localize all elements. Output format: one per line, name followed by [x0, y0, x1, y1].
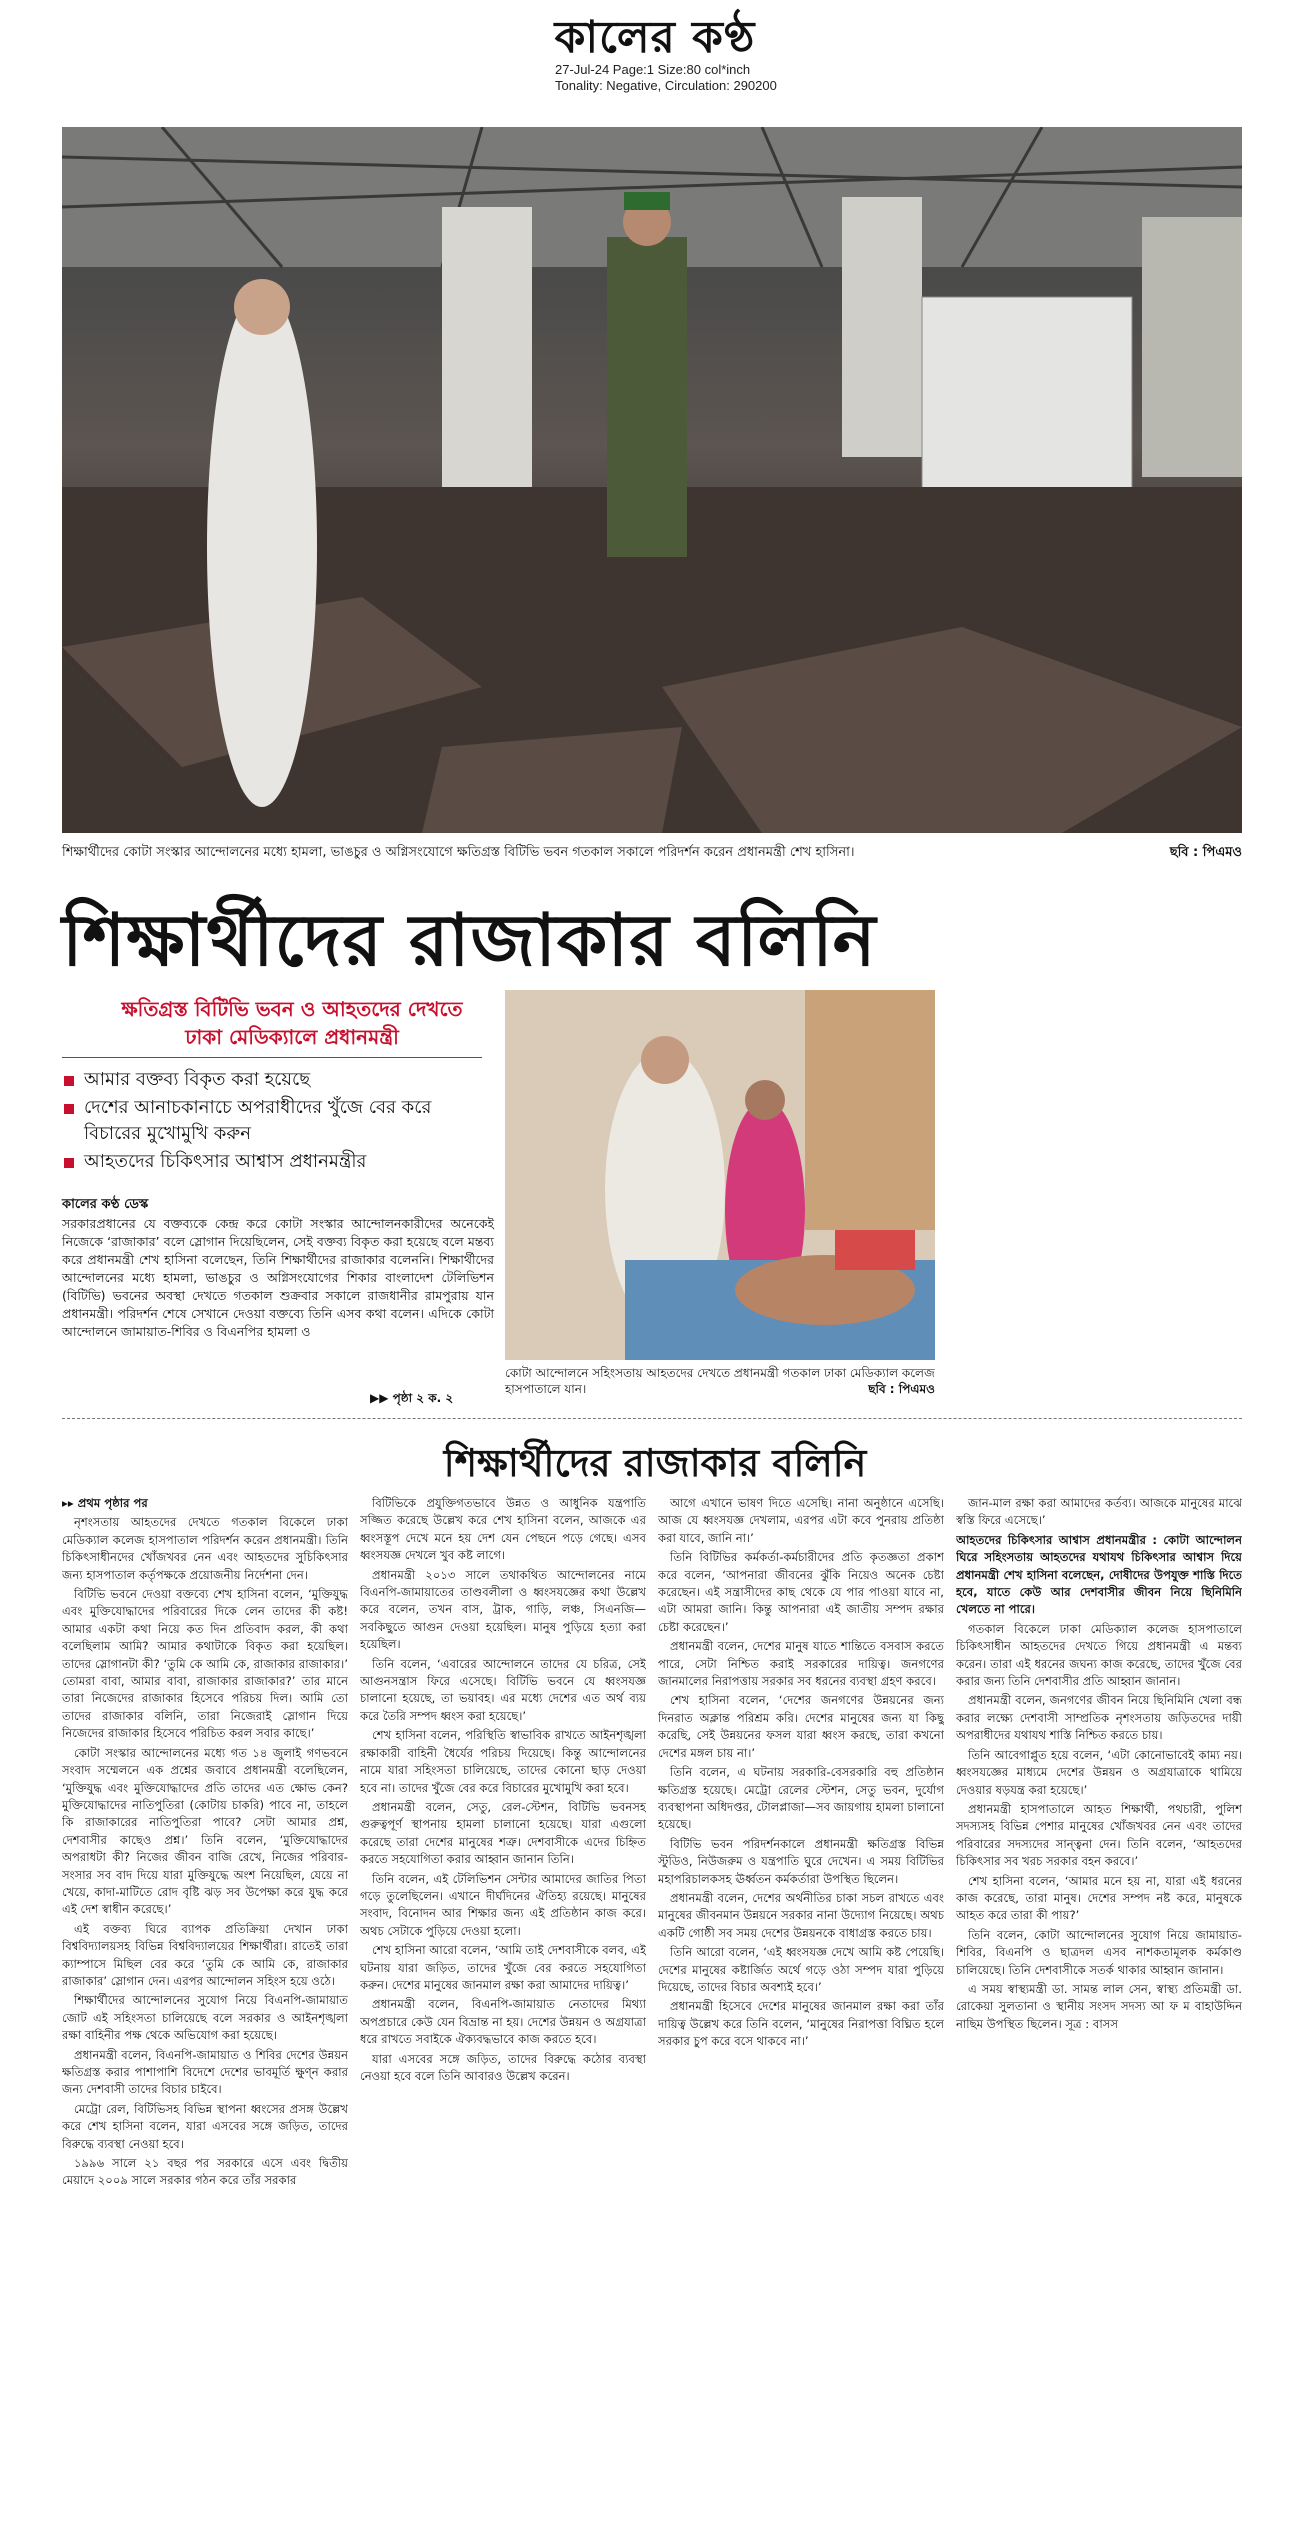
paragraph: প্রধানমন্ত্রী হিসেবে দেশের মানুষের জানমাল রক্ষা করা তাঁর দায়িত্ব উল্লেখ করে তিনি বলেন, ‘মানুষের নিরাপত্তা বিঘ্নিত হলে সরকার চুপ করে বসে থাকবে না।’ [658, 1999, 944, 2049]
main-photo-credit: ছবি : পিএমও [1169, 845, 1242, 860]
paragraph: তিনি বলেন, এই টেলিভিশন সেন্টার আমাদের জাতির পিতা গড়ে তুলেছিলেন। এখানে দীর্ঘদিনের ঐতিহ্য রয়েছে। মানুষের সংবাদ, বিনোদন আর শিক্ষার জন্য এই প্রতিষ্ঠান কাজ করে। অথচ সেটাকে পুড়িয়ে দেওয়া হলো। [360, 1871, 646, 1938]
clipping-meta [555, 62, 777, 94]
hospital-photo-caption-text: কোটা আন্দোলনে সহিংসতায় আহতদের দেখতে প্রধানমন্ত্রী গতকাল ঢাকা মেডিক্যাল কলেজ হাসপাতালে যান। [505, 1366, 935, 1396]
hospital-photo-credit: ছবি : পিএমও [868, 1382, 935, 1396]
key-point: দেশের আনাচকানাচে অপরাধীদের খুঁজে বের করে বিচারের মুখোমুখি করুন [62, 1095, 492, 1147]
meta-line-tonality: Tonality: Negative, Circulation: 290200 [555, 78, 777, 93]
continued-page-ref: পৃষ্ঠা ২ ক. ২ [392, 1391, 454, 1405]
paragraph: প্রধানমন্ত্রী বলেন, বিএনপি-জামায়াত নেতাদের মিথ্যা অপপ্রচারে কেউ যেন বিভ্রান্ত না হয়। দেশের উন্নয়ন ও অগ্রযাত্রা ধরে রাখতে সবাইকে ঐক্যবদ্ধভাবে কাজ করতে হবে। [360, 1997, 646, 2047]
paragraph: প্রধানমন্ত্রী বলেন, দেশের মানুষ যাতে শান্তিতে বসবাস করতে পারে, সেটা নিশ্চিত করাই সরকারের দায়িত্ব। জনগণের জানমালের নিরাপত্তায় সরকার সব ধরনের ব্যবস্থা গ্রহণ করবে। [658, 1639, 944, 1689]
from-front-page: ▸▸ প্রথম পৃষ্ঠার পর [62, 1495, 348, 1512]
paragraph: প্রধানমন্ত্রী বলেন, জনগণের জীবন নিয়ে ছিনিমিনি খেলা বন্ধ করার লক্ষ্যে দেশবাসী সাম্প্রতিক নৃশংসতায় জড়িতদের দায়ী অপরাধীদের যথাযথ শাস্তি নিশ্চিত করতে চায়। [956, 1693, 1242, 1743]
hospital-photo [505, 990, 935, 1360]
column-1 [62, 1495, 348, 2525]
subheadline: ক্ষতিগ্রস্ত বিটিভি ভবন ও আহতদের দেখতে ঢাকা মেডিক্যালে প্রধানমন্ত্রী [121, 997, 463, 1049]
main-photo-illustration [62, 127, 1242, 833]
byline-desk: কালের কণ্ঠ ডেস্ক [62, 1197, 149, 1212]
main-photo [62, 127, 1242, 833]
paragraph: গতকাল বিকেলে ঢাকা মেডিক্যাল কলেজ হাসপাতালে চিকিৎসাধীন আহতদের দেখতে গিয়ে প্রধানমন্ত্রী এ মন্তব্য করেন। তারা এই ধরনের জঘন্য কাজ করেছে, তাদের খুঁজে বের করার জন্য তিনি দেশবাসীর প্রতি আহ্বান জানান। [956, 1621, 1242, 1689]
paragraph: বিটিভিকে প্রযুক্তিগতভাবে উন্নত ও আধুনিক যন্ত্রপাতি সজ্জিত করেছে উল্লেখ করে শেখ হাসিনা বলেন, আজকে এর ধ্বংসস্তূপ দেখে মনে হয় দেশ যেন পেছনে পড়ে গেছে। এসব ধ্বংসযজ্ঞ দেখলে খুব কষ্ট লাগে। [360, 1496, 646, 1563]
paragraph: তিনি বলেন, কোটা আন্দোলনের সুযোগ নিয়ে জামায়াত-শিবির, বিএনপি ও ছাত্রদল এসব নাশকতামূলক কর্মকাণ্ড চালিয়েছে। তিনি দেশবাসীকে সতর্ক থাকার আহ্বান জানান। [956, 1927, 1242, 1977]
paragraph: প্রধানমন্ত্রী হাসপাতালে আহত শিক্ষার্থী, পথচারী, পুলিশ সদস্যসহ বিভিন্ন পেশার মানুষের খোঁজখবর নেন এবং তাদের পরিবারের সদস্যদের সান্ত্বনা দেন। তিনি বলেন, ‘আহতদের চিকিৎসার সব খরচ সরকার বহন করবে।’ [956, 1801, 1242, 1869]
key-points [62, 1067, 492, 1177]
section-divider [62, 1418, 1242, 1419]
paragraph: তিনি বলেন, এ ঘটনায় সরকারি-বেসরকারি বহু প্রতিষ্ঠান ক্ষতিগ্রস্ত হয়েছে। মেট্রো রেলের স্টেশন, সেতু ভবন, দুর্যোগ ব্যবস্থাপনা অধিদপ্তর, টোলপ্লাজা—সব জায়গায় হামলা চালানো হয়েছে। [658, 1765, 944, 1832]
paragraph: প্রধানমন্ত্রী বলেন, দেশের অর্থনীতির চাকা সচল রাখতে এবং মানুষের জীবনমান উন্নয়নে সরকার নানা উদ্যোগ নিয়েছে। অথচ একটি গোষ্ঠী সব সময় দেশের উন্নয়নকে বাধাগ্রস্ত করতে চায়। [658, 1890, 944, 1940]
hospital-photo-illustration [505, 990, 935, 1360]
paragraph: তিনি বলেন, ‘এবারের আন্দোলনে তাদের যে চরিত্র, সেই আগুনসন্ত্রাস ফিরে এসেছে। বিটিভি ভবনে যে ধ্বংসযজ্ঞ চালানো হয়েছে, তা ভয়াবহ। এর মধ্যে দেশের এত অর্থ ব্যয় করে তৈরি সম্পদ ধ্বংস করা হয়েছে।’ [360, 1656, 646, 1723]
key-point: আহতদের চিকিৎসার আশ্বাস প্রধানমন্ত্রীর [62, 1149, 492, 1175]
paragraph: প্রধানমন্ত্রী বলেন, সেতু, রেল-স্টেশন, বিটিভি ভবনসহ গুরুত্বপূর্ণ স্থাপনায় হামলা চালানো হয়েছে। যারা এগুলো করেছে তারা দেশের মানুষের শত্রু। দেশবাসীকে এদের চিহ্নিত করতে সহযোগিতা করার আহ্বান জানান তিনি। [360, 1799, 646, 1867]
paragraph: যারা এসবের সঙ্গে জড়িত, তাদের বিরুদ্ধে কঠোর ব্যবস্থা নেওয়া হবে বলে তিনি আবারও উল্লেখ করেন। [360, 2051, 646, 2083]
paragraph: শেখ হাসিনা বলেন, পরিস্থিতি স্বাভাবিক রাখতে আইনশৃঙ্খলা রক্ষাকারী বাহিনী ধৈর্যের পরিচয় দিয়েছে। কিন্তু আন্দোলনের নামে যারা সহিংসতা চালিয়েছে, তাদের কোনো ছাড় দেওয়া হবে না। তাদের খুঁজে বের করে বিচারের মুখোমুখি করা হবে। [360, 1728, 646, 1795]
column-4 [956, 1495, 1242, 2525]
paragraph: কোটা সংস্কার আন্দোলনের মধ্যে গত ১৪ জুলাই গণভবনে সংবাদ সম্মেলনে এক প্রশ্নের জবাবে প্রধানমন্ত্রী বলেছিলেন, ‘মুক্তিযুদ্ধ এবং মুক্তিযোদ্ধাদের প্রতি তাদের এত ক্ষোভ কেন? মুক্তিযোদ্ধাদের নাতিপুতিরা (কোটায় চাকরি) পাবে না, তাহলে কি রাজাকারের নাতিপুতিরা পাবে? সেটা আমার প্রশ্ন, দেশবাসীর কাছেও প্রশ্ন।’ তিনি বলেন, ‘মুক্তিযোদ্ধাদের অপরাধটা কী? নিজের জীবন বাজি রেখে, নিজের পরিবার-সংসার সব বাদ দিয়ে যারা মুক্তিযুদ্ধে অংশ নিয়েছিল, যেয়ে না খেয়ে, কাদা-মাটিতে রোদ বৃষ্টি ঝড় সব উপেক্ষা করে যুদ্ধ করে এই দেশ স্বাধীন করেছে।’ [62, 1745, 348, 1917]
subhead-rule [62, 1057, 482, 1058]
meta-line-date: 27-Jul-24 Page:1 Size:80 col*inch [555, 62, 751, 77]
main-photo-caption [62, 843, 1242, 864]
column-2 [360, 1495, 646, 2525]
paragraph: মেট্রো রেল, বিটিভিসহ বিভিন্ন স্থাপনা ধ্বংসের প্রসঙ্গ উল্লেখ করে শেখ হাসিনা বলেন, যারা এসবের সঙ্গে জড়িত, তাদের বিরুদ্ধে ব্যবস্থা নেওয়া হবে। [62, 2101, 348, 2151]
paragraph: শেখ হাসিনা আরো বলেন, ‘আমি তাই দেশবাসীকে বলব, এই ঘটনায় যারা জড়িত, তাদের খুঁজে বের করতে সহযোগিতা করুন। দেশের মানুষের জানমাল রক্ষা করা আমাদের দায়িত্ব।’ [360, 1943, 646, 1992]
paragraph: জান-মাল রক্ষা করা আমাদের কর্তব্য। আজকে মানুষের মাঝে স্বস্তি ফিরে এসেছে।’ [956, 1496, 1242, 1528]
paragraph: শেখ হাসিনা বলেন, ‘আমার মনে হয় না, যারা এই ধরনের কাজ করেছে, তারা মানুষ। দেশের সম্পদ নষ্ট করে, মানুষকে আহত করে তারা কী পায়?’ [956, 1873, 1242, 1923]
key-point: আমার বক্তব্য বিকৃত করা হয়েছে [62, 1067, 492, 1093]
paragraph: প্রধানমন্ত্রী ২০১৩ সালে তথাকথিত আন্দোলনের নামে বিএনপি-জামায়াতের তাণ্ডবলীলা ও ধ্বংসযজ্ঞের কথা উল্লেখ করে বলেন, তখন বাস, ট্রাক, গাড়ি, লঞ্চ, সিএনজি—সবকিছুতে আগুন দেওয়া হয়েছিল। মানুষ পুড়িয়ে হত্যা করা হয়েছিল। [360, 1567, 646, 1652]
paragraph: বিটিভি ভবন পরিদর্শনকালে প্রধানমন্ত্রী ক্ষতিগ্রস্ত বিভিন্ন স্টুডিও, নিউজরুম ও যন্ত্রপাতি ঘুরে দেখেন। এ সময় বিটিভির মহাপরিচালকসহ ঊর্ধ্বতন কর্মকর্তারা উপস্থিত ছিলেন। [658, 1836, 944, 1886]
paragraph: তিনি আরো বলেন, ‘এই ধ্বংসযজ্ঞ দেখে আমি কষ্ট পেয়েছি। দেশের মানুষের কষ্টার্জিত অর্থে গড়ে ওঠা সম্পদ যারা পুড়িয়ে দিয়েছে, তাদের বিচার অবশ্যই হবে।’ [658, 1945, 944, 1994]
column-3 [658, 1495, 944, 2525]
continued-on-page: ▶▶ পৃষ্ঠা ২ ক. ২ [370, 1391, 454, 1405]
paragraph: তিনি আবেগাপ্লুত হয়ে বলেন, ‘এটা কোনোভাবেই কাম্য নয়। ধ্বংসযজ্ঞের মাধ্যমে দেশের উন্নয়ন ও অগ্রযাত্রাকে থামিয়ে দেওয়ার ষড়যন্ত্র করা হয়েছে।’ [956, 1747, 1242, 1797]
paragraph: এই বক্তব্য ঘিরে ব্যাপক প্রতিক্রিয়া দেখান ঢাকা বিশ্ববিদ্যালয়সহ বিভিন্ন বিশ্ববিদ্যালয়ের শিক্ষার্থীরা। রাতেই তারা ক্যাম্পাসে মিছিল বের করে ‘তুমি কে আমি কে, রাজাকার রাজাকার’ স্লোগান দেন। এরপর আন্দোলন সহিংস হয়ে ওঠে। [62, 1921, 348, 1988]
headline: শিক্ষার্থীদের রাজাকার বলিনি [62, 897, 877, 982]
paragraph: ১৯৯৬ সালে ২১ বছর পর সরকারে এসে এবং দ্বিতীয় মেয়াদে ২০০৯ সালে সরকার গঠন করে তাঁর সরকার [62, 2156, 348, 2188]
paragraph: বিটিভি ভবনে দেওয়া বক্তব্যে শেখ হাসিনা বলেন, ‘মুক্তিযুদ্ধ এবং মুক্তিযোদ্ধাদের পরিবারের দিকে লেন তাদের কী কষ্ট! আমার একটা কথা নিয়ে কত দিন প্রতিবাদ করল, কী কথা বলেছিলাম আমি? আমার কথাটাকে বিকৃত করা হয়েছিল। তাদের স্লোগানটা কী? ‘তুমি কে আমি কে, রাজাকার রাজাকার।’ তোমরা বাবা, আমার বাবা, রাজাকার রাজাকার?’ তার মানে তারা নিজেদের রাজাকার হিসেবে পরিচয় দিল। আমি তো তাদের রাজাকার বলিনি, তারা নিজেরাই স্লোগান দিয়ে নিজেদের রাজাকার হিসেবে পরিচিত করল সবার কাছে।’ [62, 1587, 348, 1741]
paragraph: আগে এখানে ভাষণ দিতে এসেছি। নানা অনুষ্ঠানে এসেছি। আজ যে ধ্বংসযজ্ঞ দেখলাম, এরপর এটা কবে পুনরায় প্রতিষ্ঠা করা যাবে, জানি না।’ [658, 1496, 944, 1545]
main-photo-caption-text: শিক্ষার্থীদের কোটা সংস্কার আন্দোলনের মধ্যে হামলা, ভাঙচুর ও অগ্নিসংযোগে ক্ষতিগ্রস্ত বিটিভি ভবন গতকাল সকালে পরিদর্শন করেন প্রধানমন্ত্রী শেখ হাসিনা। [62, 845, 855, 860]
paragraph: নৃশংসতায় আহতদের দেখতে গতকাল বিকেলে ঢাকা মেডিক্যাল কলেজ হাসপাতাল পরিদর্শন করেন প্রধানমন্ত্রী। তিনি চিকিৎসাধীনদের খোঁজখবর নেন এবং আহতদের সুচিকিৎসার জন্য হাসপাতাল কর্তৃপক্ষকে প্রয়োজনীয় নির্দেশনা দেন। [62, 1515, 348, 1582]
paragraph: আহতদের চিকিৎসার আশ্বাস প্রধানমন্ত্রীর : কোটা আন্দোলন ঘিরে সহিংসতায় আহতদের যথাযথ চিকিৎসার আশ্বাস দিয়ে প্রধানমন্ত্রী শেখ হাসিনা বলেছেন, দোষীদের উপযুক্ত শাস্তি দিতে হবে, যাতে কেউ আর দেশবাসীর জীবন নিয়ে ছিনিমিনি খেলতে না পারে। [956, 1532, 1242, 1617]
paragraph: এ সময় স্বাস্থ্যমন্ত্রী ডা. সামন্ত লাল সেন, স্বাস্থ্য প্রতিমন্ত্রী ডা. রোকেয়া সুলতানা ও স্থানীয় সংসদ সদস্য আ ফ ম বাহাউদ্দিন নাছিম উপস্থিত ছিলেন। সূত্র : বাসস [956, 1981, 1242, 2031]
paragraph: প্রধানমন্ত্রী বলেন, বিএনপি-জামায়াত ও শিবির দেশের উন্নয়ন ক্ষতিগ্রস্ত করার পাশাপাশি বিদেশে দেশের ভাবমূর্তি ক্ষুণ্ন করার জন্য দেশবাসী তাদের বিচার চাইবে। [62, 2047, 348, 2097]
paragraph: শেখ হাসিনা বলেন, ‘দেশের জনগণের উন্নয়নের জন্য দিনরাত অক্লান্ত পরিশ্রম করি। দেশের মানুষের জন্য যা কিছু করেছি, সেই উন্নয়নের ফসল যারা ধ্বংস করছে, তারা কখনো দেশের মঙ্গল চায় না।’ [658, 1693, 944, 1760]
paragraph: শিক্ষার্থীদের আন্দোলনের সুযোগ নিয়ে বিএনপি-জামায়াত জোট এই সহিংসতা চালিয়েছে বলে সরকার ও আইনশৃঙ্খলা রক্ষা বাহিনীর পক্ষ থেকে অভিযোগ করা হয়েছে। [62, 1993, 348, 2043]
lede-paragraph: সরকারপ্রধানের যে বক্তব্যকে কেন্দ্র করে কোটা সংস্কার আন্দোলনকারীদের অনেকেই নিজেকে ‘রাজাকার’ বলে স্লোগান দিয়েছিলেন, সেই বক্তব্য বিকৃত করা হয়েছে বলে মন্তব্য করে প্রধানমন্ত্রী শেখ হাসিনা বলেছেন, তিনি শিক্ষার্থীদের রাজাকার বলেননি। শিক্ষার্থীদের আন্দোলনের মধ্যে হামলা, ভাঙচুর ও অগ্নিসংযোগের শিকার বাংলাদেশ টেলিভিশন (বিটিভি) ভবনের অবস্থা দেখতে গতকাল শুক্রবার সকালে রাজধানীর রামপুরায় যান প্রধানমন্ত্রী। পরিদর্শন শেষে সেখানে দেওয়া বক্তব্যে তিনি এসব কথা বলেন। এদিকে কোটা আন্দোলনে জামায়াত-শিবির ও বিএনপির হামলা ও [62, 1216, 494, 1339]
hospital-photo-caption [505, 1365, 935, 1397]
paragraph: তিনি বিটিভির কর্মকর্তা-কর্মচারীদের প্রতি কৃতজ্ঞতা প্রকাশ করে বলেন, ‘আপনারা জীবনের ঝুঁকি নিয়েও অনেক চেষ্টা করেছেন। এই সন্ত্রাসীদের কাছ থেকে যে পার পাওয়া যাবে না, এটা আমরা জানি। কিন্তু আপনারা এই জাতীয় সম্পদ রক্ষার চেষ্টা করেছেন।’ [658, 1550, 944, 1634]
continuation-columns [62, 1495, 1242, 2525]
continuation-headline: শিক্ষার্থীদের রাজাকার বলিনি [443, 1441, 867, 1485]
newspaper-logo: কালের কণ্ঠ [554, 12, 756, 63]
